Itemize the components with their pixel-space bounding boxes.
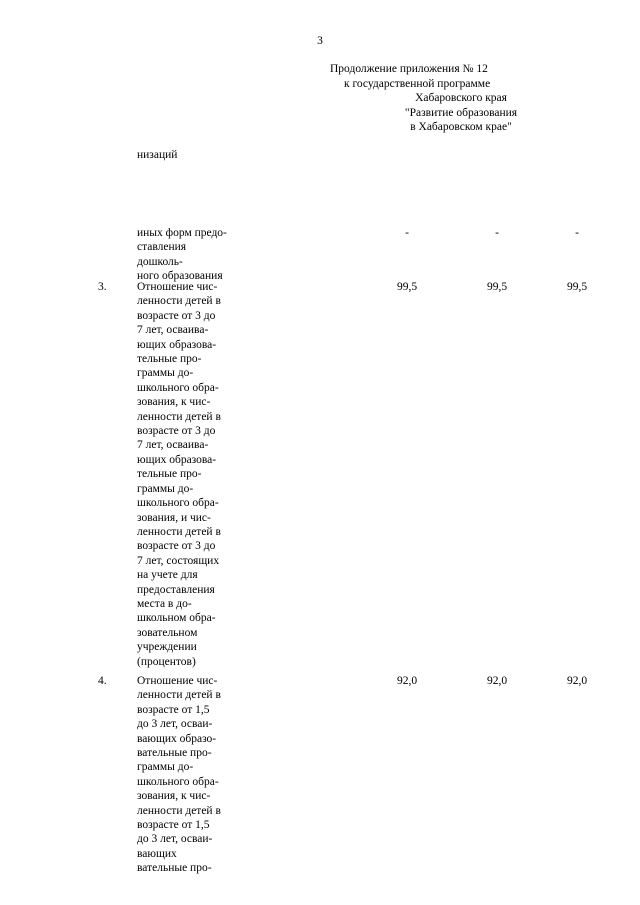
table-cell-value: - [575,227,579,239]
name-line: вающих образо- [137,732,217,745]
table-cell-value: 99,5 [566,281,588,293]
name-line: тельные про- [137,353,202,366]
name-line: вательные про- [137,747,212,760]
name-line: тельные про- [137,468,202,481]
name-line: 7 лет, осваива- [137,439,209,452]
name-line: возрасте от 3 до [137,425,216,438]
name-line: возрасте от 1,5 [137,819,210,832]
name-line: ющих образова- [137,338,217,351]
name-line: 7 лет, осваива- [137,324,209,337]
name-line: школьного обра- [137,497,219,510]
name-line: Отношение чис- [137,675,218,687]
name-line: ного образования [137,270,223,283]
name-line: граммы до- [137,482,194,495]
name-line: граммы до- [137,367,194,380]
name-line: ленности детей в [137,525,221,538]
name-line: ленности детей в [137,689,221,702]
table-cell-value: 92,0 [396,675,418,687]
name-line: вающих [137,847,177,860]
name-line: зования, и чис- [137,511,211,524]
appendix-header-line-1: Продолжение приложения № 12 [330,63,488,75]
appendix-header-line-5: в Хабаровском крае" [410,121,512,133]
table-cell-value: - [405,227,409,239]
name-line: возрасте от 1,5 [137,703,210,716]
name-line: до 3 лет, осваи- [137,833,213,846]
name-line: предоставления [137,583,215,596]
table-cell-name [137,674,233,876]
appendix-header-line-3: Хабаровского края [415,92,507,104]
name-line: школьном обра- [137,612,216,625]
table-cell-value: 99,5 [486,281,508,293]
table-cell-value: 99,5 [396,281,418,293]
name-line: зования, к чис- [137,396,211,409]
name-line: зовательном [137,626,198,639]
name-line: учреждении [137,641,197,654]
table-cell-name [137,226,233,284]
name-line: возрасте от 3 до [137,540,216,553]
name-line: школьного обра- [137,775,219,788]
table-cell-number: 3. [98,281,107,293]
table-cell-name-fragment: низаций [137,149,178,161]
name-line: иных форм предо- [137,227,227,239]
table-cell-value: 92,0 [486,675,508,687]
appendix-header [330,62,610,135]
table-cell-value: 92,0 [566,675,588,687]
name-line: до 3 лет, осваи- [137,718,213,731]
name-line: ленности детей в [137,410,221,423]
name-line: вательные про- [137,862,212,875]
name-line: школьного обра- [137,381,219,394]
name-line: ленности детей в [137,295,221,308]
name-line: граммы до- [137,761,194,774]
name-line: Отношение чис- [137,281,218,293]
name-line: на учете для [137,569,198,582]
table-cell-number: 4. [98,675,107,687]
table-cell-value: - [495,227,499,239]
name-line: ющих образова- [137,453,217,466]
page-number: 3 [317,35,323,47]
name-line: зования, к чис- [137,790,211,803]
name-line: ставления дошколь- [137,241,187,268]
appendix-header-line-4: "Развитие образования [404,106,518,119]
appendix-header-line-2: к государственной программе [344,77,491,90]
name-line: ленности детей в [137,804,221,817]
name-line: (процентов) [137,655,196,668]
name-line: места в до- [137,597,192,610]
name-line: 7 лет, состоящих [137,554,220,567]
name-line: возрасте от 3 до [137,309,216,322]
table-cell-name [137,280,233,669]
